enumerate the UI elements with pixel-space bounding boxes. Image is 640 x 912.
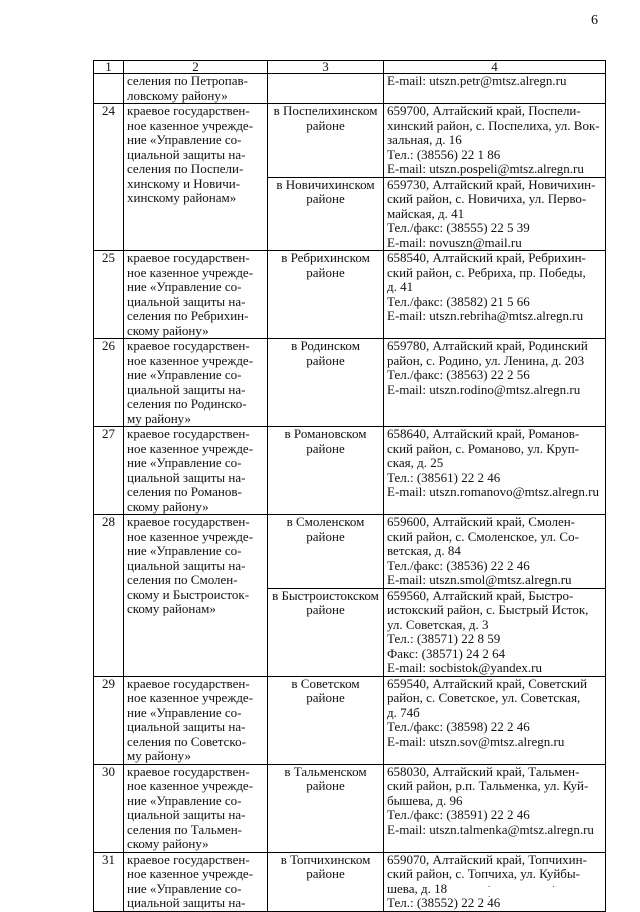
row-number: 25	[94, 251, 124, 339]
table-header	[94, 61, 606, 74]
district-name: в Быстроистокском районе	[268, 588, 384, 676]
contact-address: 659070, Алтайский край, Топчихин- ский район, с. Топчиха, ул. Куйбы- шева, д. 18 Тел.: (38552) 22 2 46	[384, 852, 606, 911]
row-number: 24	[94, 104, 124, 251]
organization-name: краевое государствен- ное казенное учрежде- ние «Управление со- циальной защиты на- селения по Тальмен- скому району»	[124, 764, 268, 852]
row-number: 31	[94, 852, 124, 911]
district-name: в Поспелихинском районе	[268, 104, 384, 178]
organization-name: краевое государствен- ное казенное учрежде- ние «Управление со- циальной защиты на- селения по Романов- скому району»	[124, 427, 268, 515]
district-name: в Топчихинском районе	[268, 852, 384, 911]
table-row	[94, 427, 606, 515]
table-row	[94, 251, 606, 339]
contact-address: 658640, Алтайский край, Романов- ский район, с. Романово, ул. Круп- ская, д. 25 Тел.: (38561) 22 2 46 E-mail: utszn.romanovo@mtsz.alregn.ru	[384, 427, 606, 515]
table-row	[94, 676, 606, 764]
organization-name: краевое государствен- ное казенное учрежде- ние «Управление со- циальной защиты на- селения по Ребрихин- скому району»	[124, 251, 268, 339]
contact-address: 659730, Алтайский край, Новичихин- ский район, с. Новичиха, ул. Перво- майская, д. 41 Тел./факс: (38555) 22 5 39 E-mail: novuszn@mail.ru	[384, 177, 606, 251]
footer-marks: . . .	[488, 879, 585, 899]
column-number-4: 4	[384, 61, 606, 74]
contact-address: 659780, Алтайский край, Родинский район, с. Родино, ул. Ленина, д. 203 Тел./факс: (38563) 22 2 56 E-mail: utszn.rodino@mtsz.alregn.ru	[384, 339, 606, 427]
organization-name: краевое государствен- ное казенное учрежде- ние «Управление со- циальной защиты на-	[124, 852, 268, 911]
table-row	[94, 339, 606, 427]
contact-address: 659600, Алтайский край, Смолен- ский район, с. Смоленское, ул. Со- ветская, д. 84 Тел./факс: (38536) 22 2 46 E-mail: utszn.smol@mtsz.alregn.ru	[384, 515, 606, 589]
row-number: 30	[94, 764, 124, 852]
contact-address: 658030, Алтайский край, Тальмен- ский район, р.п. Тальменка, ул. Куй- бышева, д. 96 Тел./факс: (38591) 22 2 46 E-mail: utszn.talmenka@mtsz.alregn.ru	[384, 764, 606, 852]
district-name: в Родинском районе	[268, 339, 384, 427]
continuation-row	[94, 74, 606, 104]
column-number-1: 1	[94, 61, 124, 74]
organization-name: краевое государствен- ное казенное учрежде- ние «Управление со- циальной защиты на- селения по Поспели- хинскому и Новичи- хинскому районам»	[124, 104, 268, 251]
column-number-3: 3	[268, 61, 384, 74]
contact-address: 658540, Алтайский край, Ребрихин- ский район, с. Ребриха, пр. Победы, д. 41 Тел./факс: (38582) 21 5 66 E-mail: utszn.rebriha@mtsz.alregn.ru	[384, 251, 606, 339]
organization-name: краевое государствен- ное казенное учрежде- ние «Управление со- циальной защиты на- селения по Смолен- скому и Быстроисток- скому районам»	[124, 515, 268, 677]
district-name: в Ребрихинском районе	[268, 251, 384, 339]
organization-name: селения по Петропав- ловскому району»	[124, 74, 268, 104]
column-number-2: 2	[124, 61, 268, 74]
contact-address: 659560, Алтайский край, Быстро- истокский район, с. Быстрый Исток, ул. Советская, д. 3 Тел.: (38571) 22 8 59 Факс: (38571) 24 2 64 E-mail: socbistok@yandex.ru	[384, 588, 606, 676]
table-row	[94, 104, 606, 178]
contact-address: E-mail: utszn.petr@mtsz.alregn.ru	[384, 74, 606, 104]
contact-address: 659700, Алтайский край, Поспели- хинский район, с. Поспелиха, ул. Вок- зальная, д. 16 Тел.: (38556) 22 1 86 E-mail: utszn.pospeli@mtsz.alregn.ru	[384, 104, 606, 178]
district-name: в Смоленском районе	[268, 515, 384, 589]
organization-name: краевое государствен- ное казенное учрежде- ние «Управление со- циальной защиты на- селения по Родинско- му району»	[124, 339, 268, 427]
institutions-table	[93, 60, 606, 912]
page-number: 6	[591, 13, 598, 28]
district-name: в Советском районе	[268, 676, 384, 764]
row-number: 27	[94, 427, 124, 515]
table-row	[94, 764, 606, 852]
row-number: 29	[94, 676, 124, 764]
row-number: 26	[94, 339, 124, 427]
contact-address: 659540, Алтайский край, Советский район, с. Советское, ул. Советская, д. 74б Тел./факс: (38598) 22 2 46 E-mail: utszn.sov@mtsz.alregn.ru	[384, 676, 606, 764]
organization-name: краевое государствен- ное казенное учрежде- ние «Управление со- циальной защиты на- селения по Советско- му району»	[124, 676, 268, 764]
district-name: в Новичихинском районе	[268, 177, 384, 251]
row-number	[94, 74, 124, 104]
table-body	[94, 74, 606, 912]
table-row	[94, 515, 606, 589]
district-name: в Тальменском районе	[268, 764, 384, 852]
row-number: 28	[94, 515, 124, 677]
district-name: в Романовском районе	[268, 427, 384, 515]
district-name	[268, 74, 384, 104]
